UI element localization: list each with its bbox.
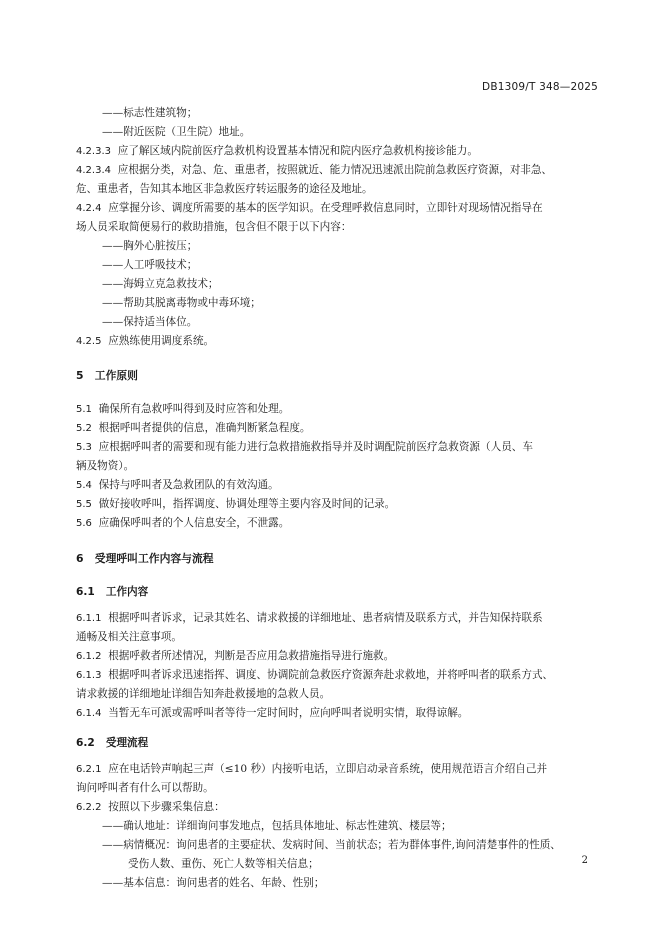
paragraph-continuation: 危、重患者，告知其本地区非急救医疗转运服务的途径及地址。 <box>76 183 373 195</box>
clause-4-2-5: 4.2.5 应熟练使用调度系统。 <box>76 335 215 347</box>
subsection-heading-6-1: 6.1 工作内容 <box>76 586 149 598</box>
page-number: 2 <box>581 855 588 866</box>
paragraph-continuation: 通畅及相关注意事项。 <box>76 631 182 643</box>
list-item: ——病情概况：询问患者的主要症状、发病时间、当前状态；若为群体事件,询问清楚事件的性质、 <box>102 839 561 851</box>
clause-6-2-2: 6.2.2 按照以下步骤采集信息： <box>76 801 225 813</box>
list-item-continuation: 受伤人数、重伤、死亡人数等相关信息； <box>128 858 319 870</box>
clause-5-2: 5.2 根据呼叫者提供的信息，准确判断紧急程度。 <box>76 422 311 434</box>
paragraph-continuation: 请求救援的详细地址详细告知奔赴救援地的急救人员。 <box>76 688 331 700</box>
standard-code: DB1309/T 348—2025 <box>482 81 598 93</box>
list-item: ——人工呼吸技术； <box>102 259 198 271</box>
clause-4-2-3-3: 4.2.3.3 应了解区域内院前医疗急救机构设置基本情况和院内医疗急救机构接诊能力。 <box>76 145 478 157</box>
clause-5-1: 5.1 确保所有急救呼叫得到及时应答和处理。 <box>76 403 290 415</box>
clause-6-1-1: 6.1.1 根据呼叫者诉求，记录其姓名、请求救援的详细地址、患者病情及联系方式，并告知保持联系 <box>76 612 543 624</box>
paragraph-continuation: 场人员采取简便易行的救助措施，包含但不限于以下内容： <box>76 221 352 233</box>
clause-5-6: 5.6 应确保呼叫者的个人信息安全，不泄露。 <box>76 517 290 529</box>
list-item: ——附近医院（卫生院）地址。 <box>102 126 251 138</box>
list-item: ——胸外心脏按压； <box>102 240 198 252</box>
list-item: ——标志性建筑物； <box>102 107 198 119</box>
clause-5-3: 5.3 应根据呼叫者的需要和现有能力进行急救措施救指导并及时调配院前医疗急救资源（人员、车 <box>76 441 533 453</box>
clause-6-1-3: 6.1.3 根据呼叫者诉求迅速指挥、调度、协调院前急救医疗资源奔赴求救地，并将呼叫者的联系方式、 <box>76 669 554 681</box>
section-heading-5: 5 工作原则 <box>76 369 138 382</box>
clause-6-1-4: 6.1.4 当暂无车可派或需呼叫者等待一定时间时，应向呼叫者说明实情，取得谅解。 <box>76 707 469 719</box>
list-item: ——海姆立克急救技术； <box>102 278 219 290</box>
paragraph-continuation: 询问呼叫者有什么可以帮助。 <box>76 782 214 794</box>
subsection-heading-6-2: 6.2 受理流程 <box>76 737 149 749</box>
clause-5-4: 5.4 保持与呼叫者及急救团队的有效沟通。 <box>76 479 279 491</box>
clause-5-5: 5.5 做好接收呼叫，指挥调度、协调处理等主要内容及时间的记录。 <box>76 498 396 510</box>
clause-4-2-3-4: 4.2.3.4 应根据分类，对急、危、重患者，按照就近、能力情况迅速派出院前急救医疗资源，对非急、 <box>76 164 553 176</box>
list-item: ——保持适当体位。 <box>102 316 198 328</box>
list-item: ——确认地址：详细询问事发地点，包括具体地址、标志性建筑、楼层等； <box>102 820 452 832</box>
clause-6-2-1: 6.2.1 应在电话铃声响起三声（≤10 秒）内接听电话，立即启动录音系统，使用规范语言介绍自己并 <box>76 763 548 775</box>
list-item: ——基本信息：询问患者的姓名、年龄、性别； <box>102 877 325 889</box>
list-item: ——帮助其脱离毒物或中毒环境； <box>102 297 261 309</box>
clause-6-1-2: 6.1.2 根据呼救者所述情况，判断是否应用急救措施指导进行施救。 <box>76 650 395 662</box>
paragraph-continuation: 辆及物资）。 <box>76 460 135 472</box>
section-heading-6: 6 受理呼叫工作内容与流程 <box>76 552 214 565</box>
clause-4-2-4: 4.2.4 应掌握分诊、调度所需要的基本的医学知识。在受理呼救信息同时，立即针对现场情况指导在 <box>76 202 543 214</box>
